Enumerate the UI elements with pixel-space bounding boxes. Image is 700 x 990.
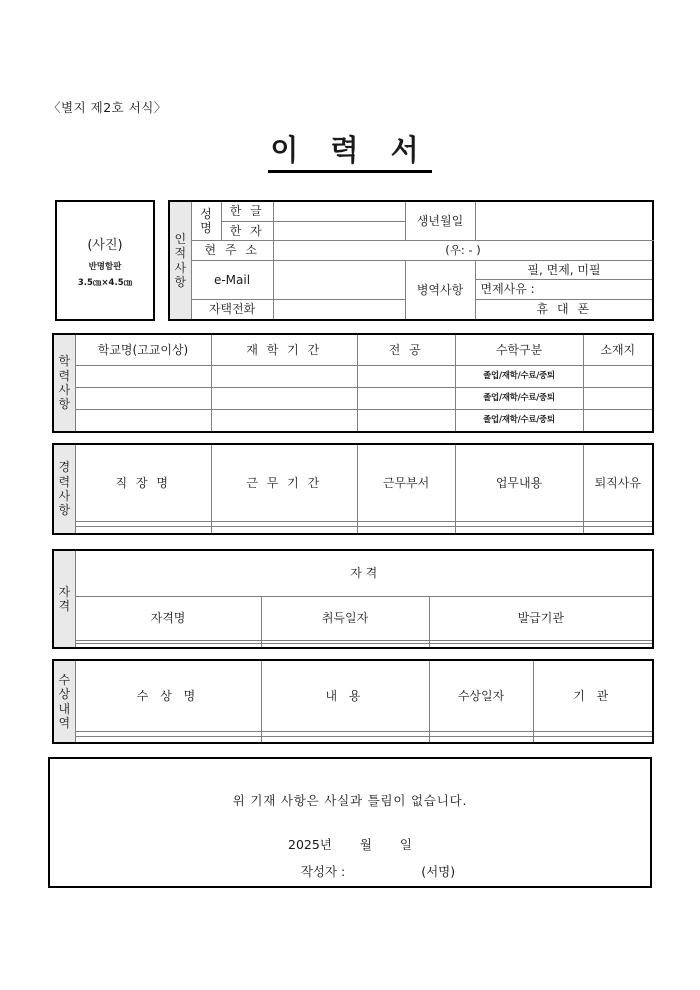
table-header-row [53, 550, 653, 596]
awards-section-label: 수 상 내 역 [53, 660, 75, 743]
certification-header-date: 취득일자 [261, 596, 429, 641]
career-duties-cell[interactable] [455, 527, 583, 534]
name-hanja-field[interactable] [273, 221, 405, 241]
education-section-label: 학 력 사 항 [53, 334, 75, 432]
page-title [0, 134, 700, 173]
personal-info-table [168, 200, 654, 321]
awards-header-content: 내 용 [261, 660, 429, 732]
education-major-cell[interactable] [357, 387, 455, 409]
declaration-year: 2025년 [288, 837, 332, 852]
email-field[interactable] [273, 260, 405, 299]
education-status-cell[interactable]: 졸업/재학/수료/중퇴 [455, 387, 583, 409]
awards-content-cell[interactable] [261, 736, 429, 743]
home-phone-label: 자택전화 [191, 300, 273, 320]
declaration-signature-line [50, 862, 650, 880]
photo-size-label: 3.5㎝×4.5㎝ [77, 277, 133, 288]
education-period-cell[interactable] [211, 365, 357, 387]
career-header-reason: 퇴직사유 [583, 444, 653, 522]
declaration-day[interactable]: 일 [399, 837, 412, 852]
career-header-company: 직 장 명 [75, 444, 211, 522]
military-label: 병역사항 [405, 260, 475, 320]
table-row [169, 260, 653, 299]
education-location-cell[interactable] [583, 365, 653, 387]
name-hanja-label: 한 자 [221, 221, 273, 241]
certification-name-cell[interactable] [75, 644, 261, 648]
table-header-row [53, 444, 653, 522]
certification-header-issuer: 발급기관 [429, 596, 653, 641]
declaration-statement: 위 기재 사항은 사실과 틀림이 없습니다. [232, 793, 468, 808]
certification-group-header: 자 격 [75, 550, 653, 596]
address-label: 현 주 소 [191, 241, 273, 261]
education-header-school: 학교명(고교이상) [75, 334, 211, 365]
table-row [169, 201, 653, 221]
career-reason-cell[interactable] [583, 527, 653, 534]
education-location-cell[interactable] [583, 387, 653, 409]
career-table [52, 443, 654, 535]
page-title-text: 이 력 서 [268, 134, 431, 173]
table-row [53, 527, 653, 534]
education-major-cell[interactable] [357, 365, 455, 387]
career-header-duties: 업무내용 [455, 444, 583, 522]
awards-organization-cell[interactable] [533, 736, 653, 743]
table-row [53, 736, 653, 743]
certification-table [52, 549, 654, 649]
table-row [53, 387, 653, 409]
education-table [52, 333, 654, 433]
military-exempt-reason-label[interactable]: 면제사유 : [480, 282, 535, 297]
career-company-cell[interactable] [75, 527, 211, 534]
photo-type-label: 반명함판 [88, 261, 122, 272]
career-section-label: 경 력 사 항 [53, 444, 75, 534]
birth-label: 생년월일 [405, 201, 475, 241]
certification-issuer-cell[interactable] [429, 644, 653, 648]
certification-header-name: 자격명 [75, 596, 261, 641]
table-row [53, 644, 653, 648]
name-label: 성 명 [191, 201, 221, 241]
career-period-cell[interactable] [211, 527, 357, 534]
declaration-writer-label: 작성자 : [300, 864, 346, 879]
name-hangul-label: 한 글 [221, 201, 273, 221]
certification-section-label: 자 격 [53, 550, 75, 648]
education-location-cell[interactable] [583, 409, 653, 432]
career-department-cell[interactable] [357, 527, 455, 534]
awards-header-name: 수 상 명 [75, 660, 261, 732]
home-phone-field[interactable] [273, 300, 405, 320]
career-header-department: 근무부서 [357, 444, 455, 522]
military-options[interactable]: 필, 면제, 미필 [476, 261, 653, 280]
mobile-label: 휴 대 폰 [475, 300, 653, 320]
education-school-cell[interactable] [75, 409, 211, 432]
photo-placeholder-box[interactable] [55, 200, 155, 321]
declaration-date-line [50, 835, 650, 853]
declaration-month[interactable]: 월 [359, 837, 372, 852]
personal-section-label: 인 적 사 항 [169, 201, 191, 320]
table-row [169, 241, 653, 261]
education-header-status: 수학구분 [455, 334, 583, 365]
education-status-cell[interactable]: 졸업/재학/수료/중퇴 [455, 365, 583, 387]
table-row [53, 409, 653, 432]
table-header-row [53, 596, 653, 641]
education-header-location: 소재지 [583, 334, 653, 365]
form-code-label: 〈별지 제2호 서식〉 [48, 100, 167, 115]
awards-date-cell[interactable] [429, 736, 533, 743]
education-header-period: 재 학 기 간 [211, 334, 357, 365]
photo-label: (사진) [87, 237, 123, 253]
education-major-cell[interactable] [357, 409, 455, 432]
education-school-cell[interactable] [75, 365, 211, 387]
email-label: e-Mail [191, 260, 273, 299]
awards-table [52, 659, 654, 744]
education-status-cell[interactable]: 졸업/재학/수료/중퇴 [455, 409, 583, 432]
education-period-cell[interactable] [211, 409, 357, 432]
military-detail-cell [475, 260, 653, 299]
birth-field[interactable] [475, 201, 653, 241]
declaration-signature-label[interactable]: (서명) [421, 864, 456, 879]
career-header-period: 근 무 기 간 [211, 444, 357, 522]
awards-header-date: 수상일자 [429, 660, 533, 732]
table-row [53, 365, 653, 387]
table-header-row [53, 660, 653, 732]
certification-date-cell[interactable] [261, 644, 429, 648]
address-field[interactable]: (우: - ) [273, 241, 653, 261]
table-header-row [53, 334, 653, 365]
awards-header-organization: 기 관 [533, 660, 653, 732]
declaration-box [48, 757, 652, 888]
education-school-cell[interactable] [75, 387, 211, 409]
awards-name-cell[interactable] [75, 736, 261, 743]
name-hangul-field[interactable] [273, 201, 405, 221]
education-period-cell[interactable] [211, 387, 357, 409]
education-header-major: 전 공 [357, 334, 455, 365]
